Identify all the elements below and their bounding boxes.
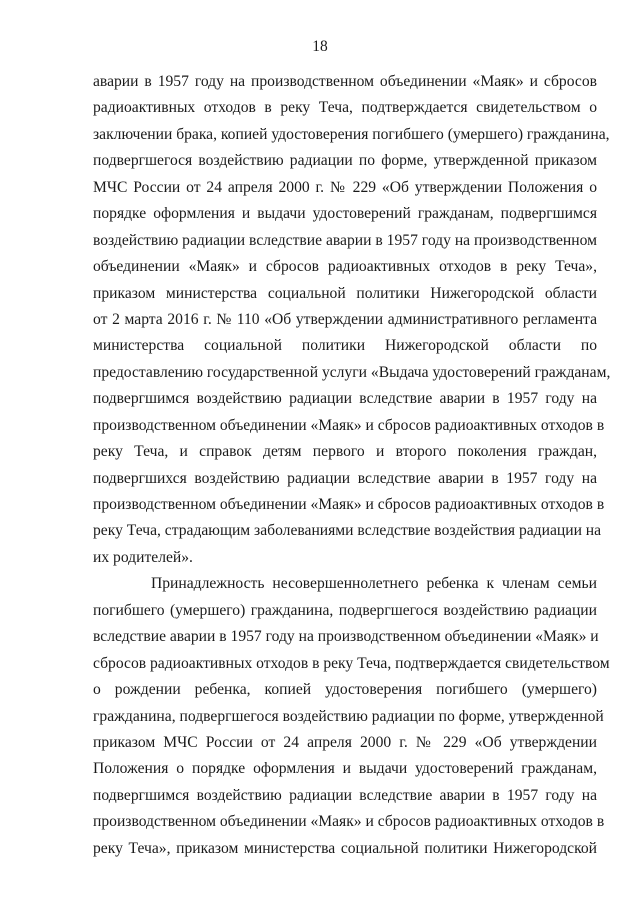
text-line: реку Теча, страдающим заболеваниями вследствие воздействия радиации на — [93, 522, 602, 540]
text-line: подвергшегося воздействию радиации по форме, утвержденной приказом — [93, 152, 597, 170]
text-line: гражданина, подвергшегося воздействию радиации по форме, утвержденной — [93, 707, 604, 725]
document-body — [93, 69, 611, 862]
text-line: реку Теча, и справок детям первого и второго поколения граждан, — [93, 443, 597, 461]
text-line: подвергшимся воздействию радиации вследствие аварии в 1957 году на — [93, 786, 597, 804]
text-line: радиоактивных отходов в реку Теча, подтверждается свидетельством о — [93, 99, 597, 117]
text-line: производственном объединении «Маяк» и сбросов радиоактивных отходов в — [93, 496, 605, 513]
text-line: о рождении ребенка, копией удостоверения погибшего (умершего) — [93, 681, 597, 699]
text-line: подвергшихся воздействию радиации вследствие аварии в 1957 году на — [93, 469, 597, 487]
paragraph — [93, 69, 611, 571]
text-line: производственном объединении «Маяк» и сбросов радиоактивных отходов в — [93, 416, 605, 434]
text-line: предоставлению государственной услуги «Выдача удостоверений гражданам, — [93, 363, 611, 381]
text-line: приказом министерства социальной политики Нижегородской области — [93, 284, 597, 302]
text-line: аварии в 1957 году на производственном объединении «Маяк» и сбросов — [93, 73, 597, 90]
text-line: Принадлежность несовершеннолетнего ребенка к членам семьи — [151, 575, 597, 593]
text-line: заключении брака, копией удостоверения погибшего (умершего) гражданина, — [93, 125, 610, 143]
text-line: Положения о порядке оформления и выдачи удостоверений гражданам, — [93, 760, 597, 778]
text-line: министерства социальной политики Нижегородской области по — [93, 337, 597, 355]
text-line: производственном объединении «Маяк» и сбросов радиоактивных отходов в — [93, 813, 605, 831]
text-line: МЧС России от 24 апреля 2000 г. № 229 «Об утверждении Положения о — [93, 178, 597, 196]
text-line: приказом МЧС России от 24 апреля 2000 г. № 229 «Об утверждении — [93, 733, 597, 751]
text-line: воздействию радиации вследствие аварии в 1957 году на производственном — [93, 231, 597, 249]
text-line: погибшего (умершего) гражданина, подвергшегося воздействию радиации — [93, 601, 597, 619]
text-line: порядке оформления и выдачи удостоверений гражданам, подвергшимся — [93, 205, 597, 223]
text-line: их родителей». — [93, 548, 193, 566]
paragraph — [93, 571, 610, 862]
text-line: сбросов радиоактивных отходов в реку Теча, подтверждается свидетельством — [93, 654, 610, 672]
text-line: реку Теча», приказом министерства социальной политики Нижегородской — [93, 839, 597, 857]
page-number: 18 — [312, 38, 328, 55]
text-line: объединении «Маяк» и сбросов радиоактивных отходов в реку Теча», — [93, 258, 597, 276]
text-line: подвергшимся воздействию радиации вследствие аварии в 1957 году на — [93, 390, 597, 408]
text-line: вследствие аварии в 1957 году на производственном объединении «Маяк» и — [93, 628, 599, 646]
text-line: от 2 марта 2016 г. № 110 «Об утверждении административного регламента — [93, 310, 597, 328]
